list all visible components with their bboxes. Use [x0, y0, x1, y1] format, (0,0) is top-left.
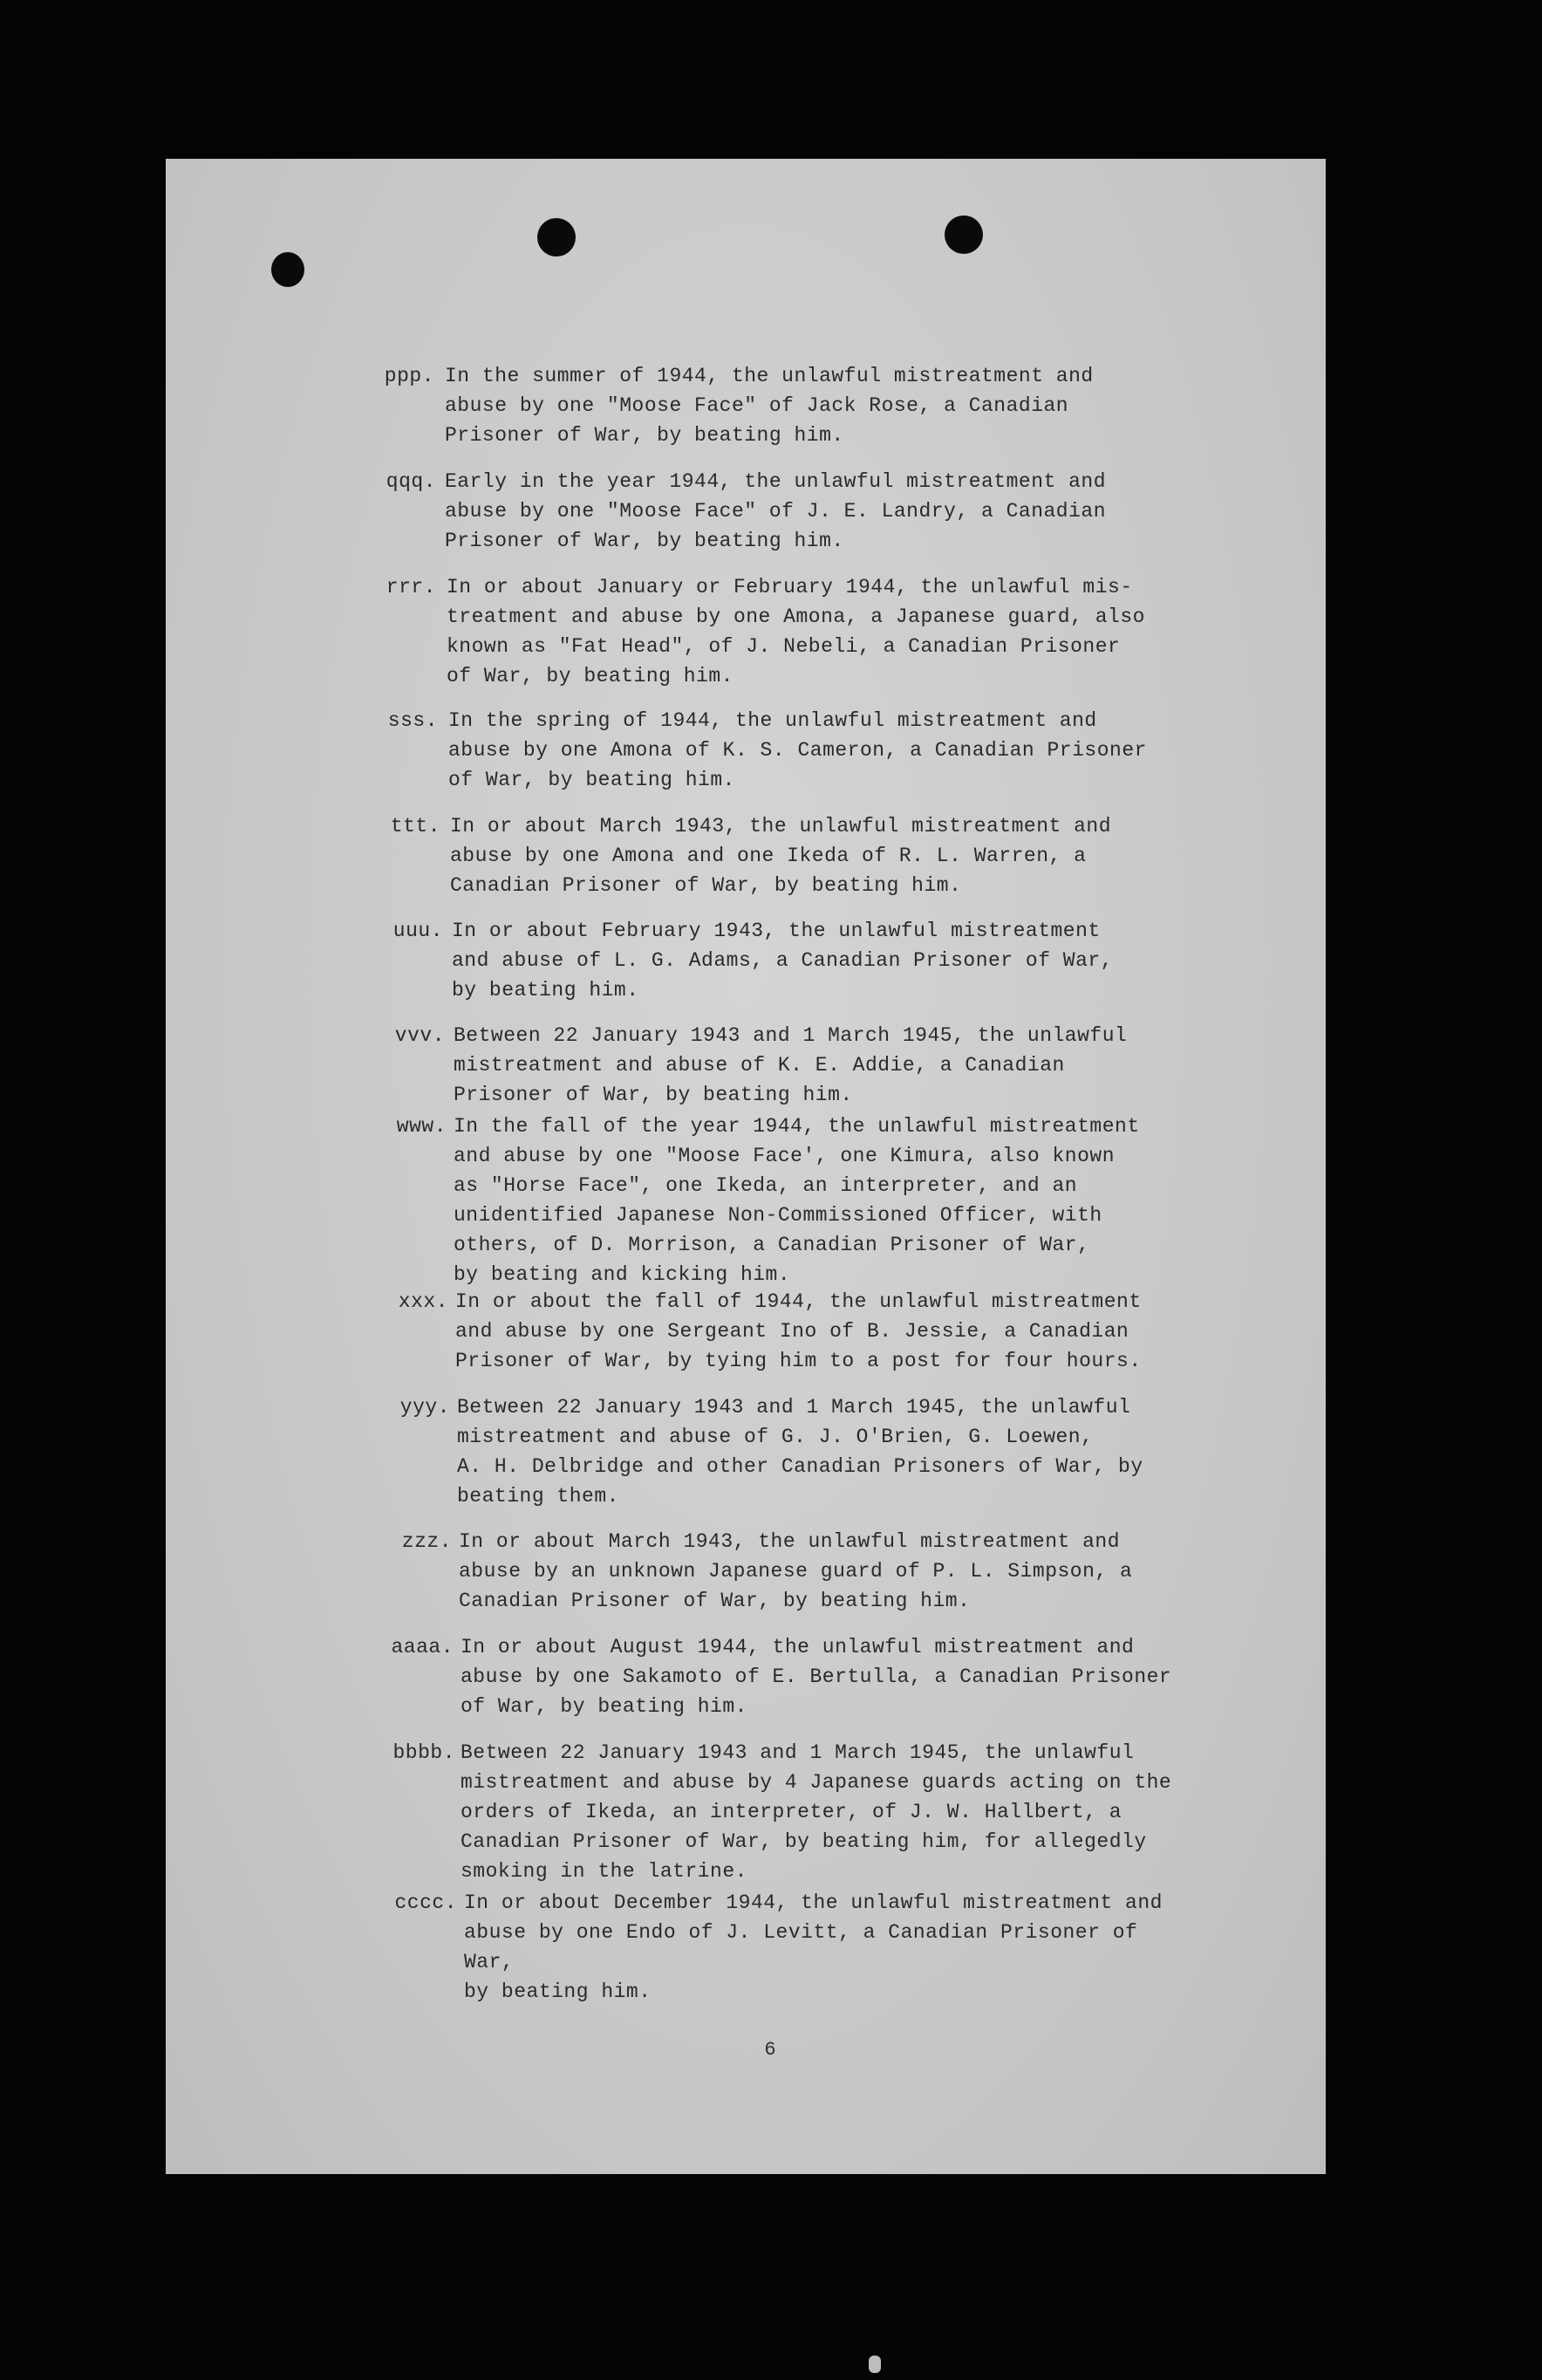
charge-label: www.	[396, 1115, 447, 1138]
punch-hole-left	[271, 252, 304, 287]
charge-label: ppp.	[384, 365, 434, 387]
page-number: 6	[764, 2039, 776, 2061]
charge-text: In the summer of 1944, the unlawful mistreatment and abuse by one "Moose Face" of Jack Rose, a Canadian Prisoner of War, by beating him.	[445, 365, 1094, 447]
punch-hole-right	[945, 215, 983, 254]
charge-label: uuu.	[392, 920, 443, 942]
charge-label: cccc.	[394, 1891, 457, 1914]
charge-label: ttt.	[390, 815, 440, 838]
charge-label: sss.	[387, 709, 438, 732]
charge-text: Between 22 January 1943 and 1 March 1945, the unlawful mistreatment and abuse of K. E. Addie, a Canadian Prisoner of War, by beating him.	[454, 1024, 1128, 1106]
charge-text: In or about March 1943, the unlawful mistreatment and abuse by one Amona and one Ikeda of R. L. Warren, a Canadian Prisoner of War, by beating him.	[450, 815, 1112, 897]
charge-text: Between 22 January 1943 and 1 March 1945, the unlawful mistreatment and abuse by 4 Japanese guards acting on the orders of Ikeda, an interpreter, of J. W. Hallbert, a Canadian Prisoner of War, by beating him, for allegedly smoking in the latrine.	[461, 1741, 1172, 1883]
punch-hole-center	[537, 218, 576, 256]
document-page	[166, 159, 1326, 2174]
charge-text: Between 22 January 1943 and 1 March 1945, the unlawful mistreatment and abuse of G. J. O'Brien, G. Loewen, A. H. Delbridge and other Canadian Prisoners of War, by beating them.	[457, 1396, 1143, 1508]
charge-label: xxx.	[398, 1290, 448, 1313]
charge-text: In or about February 1943, the unlawful mistreatment and abuse of L. G. Adams, a Canadian Prisoner of War, by beating him.	[452, 920, 1114, 1002]
charge-label: vvv.	[394, 1024, 445, 1047]
charge-label: aaaa.	[391, 1636, 454, 1658]
charge-text: In the spring of 1944, the unlawful mistreatment and abuse by one Amona of K. S. Cameron, a Canadian Prisoner of War, by beating him.	[448, 709, 1147, 791]
charge-text: In or about the fall of 1944, the unlawful mistreatment and abuse by one Sergeant Ino of B. Jessie, a Canadian Prisoner of War, by tying him to a post for four hours.	[455, 1290, 1142, 1372]
charge-label: rrr.	[386, 576, 436, 598]
charge-text: In or about December 1944, the unlawful mistreatment and abuse by one Endo of J. Levitt, a Canadian Prisoner of War, by beating him.	[464, 1891, 1163, 2003]
charge-text: In or about August 1944, the unlawful mistreatment and abuse by one Sakamoto of E. Bertulla, a Canadian Prisoner of War, by beating him.	[461, 1636, 1172, 1718]
charge-text: In or about January or February 1944, the unlawful mis- treatment and abuse by one Amona, a Japanese guard, also known as "Fat Head", of J. Nebeli, a Canadian Prisoner of War, by beating him.	[447, 576, 1145, 687]
charge-text: Early in the year 1944, the unlawful mistreatment and abuse by one "Moose Face" of J. E. Landry, a Canadian Prisoner of War, by beating him.	[445, 470, 1107, 552]
charge-label: zzz.	[401, 1530, 452, 1553]
charge-label: bbbb.	[392, 1741, 455, 1764]
charge-label: qqq.	[386, 470, 436, 493]
film-speck	[869, 2356, 881, 2373]
charge-text: In the fall of the year 1944, the unlawful mistreatment and abuse by one "Moose Face', one Kimura, also known as "Horse Face", one Ikeda, an interpreter, and an unidentified Japanese Non-Commissioned Officer, with others, of D. Morrison, a Canadian Prisoner of War, by beating and kicking him.	[454, 1115, 1140, 1286]
charge-label: yyy.	[399, 1396, 450, 1419]
charge-text: In or about March 1943, the unlawful mistreatment and abuse by an unknown Japanese guard of P. L. Simpson, a Canadian Prisoner of War, by beating him.	[459, 1530, 1133, 1612]
